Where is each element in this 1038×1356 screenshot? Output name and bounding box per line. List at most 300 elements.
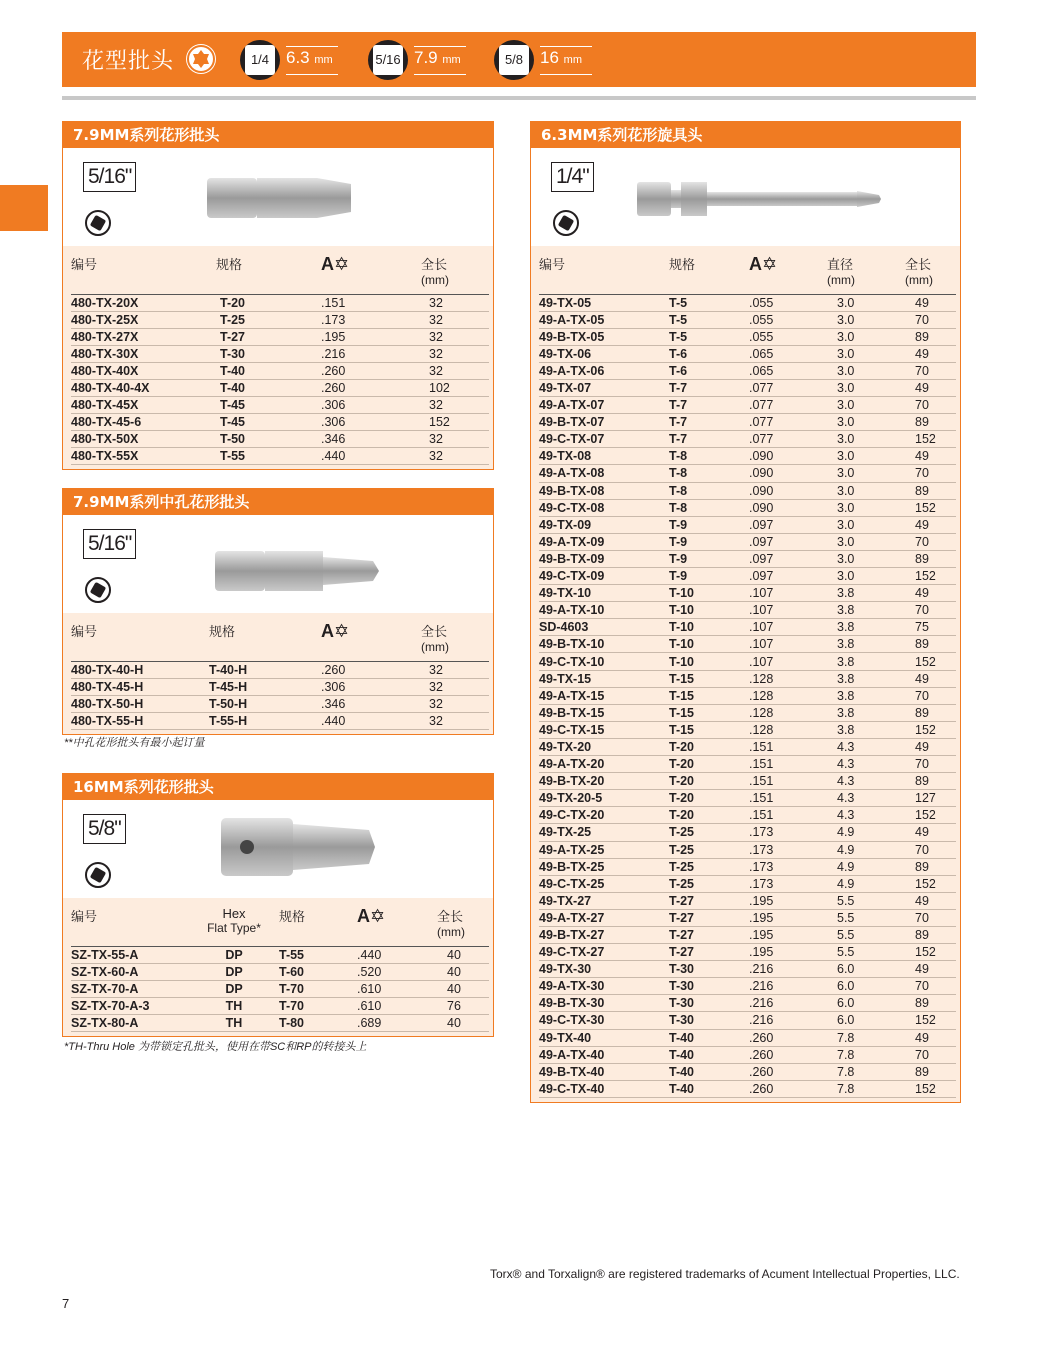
table-cell: .440: [321, 448, 421, 465]
table-row: [539, 824, 956, 841]
table-cell: 32: [421, 345, 489, 362]
table-cell: 32: [421, 712, 489, 729]
table-cell: T-40: [669, 1029, 749, 1046]
table-row: [71, 448, 489, 465]
table-cell: 127: [905, 790, 956, 807]
table-cell: T-27: [669, 944, 749, 961]
table-cell: .097: [749, 550, 827, 567]
table-row: [539, 550, 956, 567]
product-table: [71, 246, 489, 465]
side-tab: [0, 185, 48, 231]
table-row: [539, 909, 956, 926]
table-cell: T-20: [216, 294, 321, 311]
table-cell: 480-TX-40-H: [71, 661, 209, 678]
table-cell: T-30: [669, 1012, 749, 1029]
table-row: [539, 1080, 956, 1097]
table-row: [539, 499, 956, 516]
table-cell: 70: [905, 909, 956, 926]
table-cell: 89: [905, 995, 956, 1012]
table-cell: 4.9: [827, 875, 905, 892]
table-cell: 49-B-TX-07: [539, 414, 669, 431]
table-cell: 70: [905, 362, 956, 379]
table-cell: T-9: [669, 550, 749, 567]
table-cell: .216: [749, 961, 827, 978]
table-row: [71, 328, 489, 345]
table-cell: 3.0: [827, 397, 905, 414]
table-cell: 49-A-TX-05: [539, 311, 669, 328]
table-cell: T-27: [669, 926, 749, 943]
table-cell: 6.0: [827, 961, 905, 978]
table-cell: .077: [749, 431, 827, 448]
table-cell: TH: [189, 1014, 279, 1031]
table-cell: 49: [905, 892, 956, 909]
table-cell: .107: [749, 585, 827, 602]
table-row: [539, 841, 956, 858]
table-cell: 49: [905, 824, 956, 841]
table-cell: 480-TX-45X: [71, 397, 216, 414]
table-row: [539, 1063, 956, 1080]
table-cell: T-25: [669, 875, 749, 892]
table-row: [539, 602, 956, 619]
table-row: [539, 379, 956, 396]
table-cell: T-50-H: [209, 695, 321, 712]
table-cell: SZ-TX-70-A-3: [71, 997, 189, 1014]
torx-bit-image: [205, 174, 355, 222]
table-cell: 6.0: [827, 995, 905, 1012]
table-cell: T-5: [669, 311, 749, 328]
table-cell: 49-C-TX-09: [539, 568, 669, 585]
table-cell: 49-C-TX-10: [539, 653, 669, 670]
table-cell: 480-TX-20X: [71, 294, 216, 311]
table-cell: .260: [749, 1029, 827, 1046]
table-cell: .195: [749, 926, 827, 943]
table-cell: 3.0: [827, 311, 905, 328]
table-cell: 3.8: [827, 636, 905, 653]
table-cell: 89: [905, 858, 956, 875]
table-cell: 3.0: [827, 550, 905, 567]
table-row: [539, 311, 956, 328]
table-cell: 49-TX-27: [539, 892, 669, 909]
torx-size-icon: A✡: [321, 621, 350, 641]
table-cell: 152: [421, 414, 489, 431]
table-cell: SZ-TX-55-A: [71, 946, 189, 963]
table-row: [539, 995, 956, 1012]
table-cell: 152: [905, 944, 956, 961]
table-cell: 70: [905, 1046, 956, 1063]
table-row: [539, 482, 956, 499]
table-row: [71, 963, 489, 980]
table-cell: T-25: [669, 841, 749, 858]
table-cell: .107: [749, 619, 827, 636]
table-cell: TH: [189, 997, 279, 1014]
table-cell: 49-TX-20-5: [539, 790, 669, 807]
table-cell: T-15: [669, 704, 749, 721]
table-cell: 49-B-TX-10: [539, 636, 669, 653]
table-cell: 49-C-TX-15: [539, 721, 669, 738]
table-row: [539, 1012, 956, 1029]
table-row: [539, 738, 956, 755]
table-cell: 480-TX-40-4X: [71, 379, 216, 396]
torx-icon: [85, 210, 111, 236]
column-header-length: 全长 (mm): [421, 613, 489, 661]
table-cell: DP: [189, 980, 279, 997]
table-cell: 49: [905, 516, 956, 533]
column-header-spec: 规格: [669, 246, 749, 294]
page-number: 7: [62, 1296, 70, 1311]
column-header-code: 编号: [71, 246, 216, 294]
table-body: [71, 946, 489, 1031]
table-cell: 7.8: [827, 1080, 905, 1097]
product-table: [71, 898, 489, 1032]
table-cell: .195: [749, 909, 827, 926]
panel-title: 6.3MM系列花形旋具头: [531, 122, 960, 148]
table-cell: .173: [749, 858, 827, 875]
table-row: [539, 670, 956, 687]
table-cell: T-30: [669, 961, 749, 978]
table-cell: 49-A-TX-40: [539, 1046, 669, 1063]
table-row: [71, 345, 489, 362]
table-cell: 4.3: [827, 807, 905, 824]
table-cell: T-7: [669, 397, 749, 414]
table-cell: T-15: [669, 670, 749, 687]
table-cell: .610: [357, 980, 437, 997]
table-row: [539, 533, 956, 550]
table-cell: T-40: [216, 362, 321, 379]
table-cell: T-20: [669, 756, 749, 773]
table-cell: 3.8: [827, 687, 905, 704]
table-cell: T-10: [669, 619, 749, 636]
table-cell: T-7: [669, 414, 749, 431]
column-header-tip-icon: [321, 613, 421, 661]
table-row: [539, 414, 956, 431]
table-cell: T-40: [669, 1063, 749, 1080]
table-cell: 70: [905, 397, 956, 414]
panel-title: 7.9MM系列中孔花形批头: [63, 489, 493, 515]
table-cell: T-10: [669, 585, 749, 602]
table-cell: .151: [749, 773, 827, 790]
table-cell: 152: [905, 568, 956, 585]
column-header-spec: 规格: [216, 246, 321, 294]
table-cell: 49-TX-25: [539, 824, 669, 841]
table-row: [539, 568, 956, 585]
table-cell: 49-C-TX-25: [539, 875, 669, 892]
table-cell: 32: [421, 661, 489, 678]
hollow-torx-bit-image: [213, 549, 383, 593]
table-cell: .440: [321, 712, 421, 729]
table-row: [71, 997, 489, 1014]
torx-size-icon: A✡: [321, 254, 350, 274]
table-cell: T-40: [669, 1046, 749, 1063]
table-cell: .260: [749, 1080, 827, 1097]
hex-size-icon: 5/8: [494, 40, 534, 80]
table-cell: 49-A-TX-27: [539, 909, 669, 926]
torx-icon: [186, 44, 216, 74]
table-cell: T-20: [669, 790, 749, 807]
trademark-note: Torx® and Torxalign® are registered trademarks of Acument Intellectual Properties, LLC.: [490, 1267, 960, 1281]
column-header-diameter: 直径 (mm): [827, 246, 905, 294]
table-cell: .055: [749, 328, 827, 345]
table-cell: 152: [905, 1080, 956, 1097]
size-label: 5/16": [83, 529, 136, 559]
table-cell: 3.0: [827, 533, 905, 550]
table-cell: .151: [749, 807, 827, 824]
table-cell: 32: [421, 328, 489, 345]
table-cell: .260: [749, 1046, 827, 1063]
table-cell: .346: [321, 695, 421, 712]
table-cell: 70: [905, 465, 956, 482]
table-body: [71, 661, 489, 729]
table-row: [539, 619, 956, 636]
table-cell: T-40: [216, 379, 321, 396]
column-header-code: 编号: [71, 613, 209, 661]
table-cell: 70: [905, 533, 956, 550]
table-cell: 49: [905, 379, 956, 396]
header-rule: [62, 96, 976, 100]
table-cell: 70: [905, 687, 956, 704]
torx-bit-16mm-image: [219, 814, 379, 880]
table-cell: T-7: [669, 431, 749, 448]
table-cell: .107: [749, 602, 827, 619]
table-cell: 3.0: [827, 345, 905, 362]
table-cell: 49-A-TX-15: [539, 687, 669, 704]
table-cell: 4.3: [827, 738, 905, 755]
column-header-hex-type: Hex Flat Type*: [189, 898, 279, 946]
table-cell: 49-A-TX-09: [539, 533, 669, 550]
table-cell: .195: [749, 892, 827, 909]
table-cell: 32: [421, 397, 489, 414]
table-cell: 49-TX-07: [539, 379, 669, 396]
table-cell: .128: [749, 704, 827, 721]
table-cell: T-30: [216, 345, 321, 362]
table-cell: 3.0: [827, 414, 905, 431]
table-cell: 49-TX-30: [539, 961, 669, 978]
table-cell: T-8: [669, 499, 749, 516]
size-mm-label: 6.3 mm: [286, 48, 333, 67]
table-cell: 480-TX-27X: [71, 328, 216, 345]
table-cell: T-5: [669, 328, 749, 345]
table-cell: 76: [437, 997, 489, 1014]
table-cell: 49-TX-09: [539, 516, 669, 533]
table-cell: T-45: [216, 414, 321, 431]
dimension-line: [540, 46, 592, 47]
table-row: [539, 721, 956, 738]
table-cell: T-10: [669, 653, 749, 670]
table-cell: 75: [905, 619, 956, 636]
table-cell: 49-C-TX-07: [539, 431, 669, 448]
product-table: [539, 246, 956, 1098]
table-row: [539, 431, 956, 448]
size-label: 5/16": [83, 162, 136, 192]
table-cell: 49-B-TX-05: [539, 328, 669, 345]
table-cell: T-9: [669, 568, 749, 585]
table-cell: 49-TX-40: [539, 1029, 669, 1046]
table-cell: T-27: [669, 909, 749, 926]
table-cell: 3.0: [827, 362, 905, 379]
dimension-line: [414, 46, 466, 47]
table-cell: T-55: [279, 946, 357, 963]
table-cell: 49-C-TX-30: [539, 1012, 669, 1029]
table-cell: 49-A-TX-08: [539, 465, 669, 482]
table-cell: 49-A-TX-06: [539, 362, 669, 379]
table-cell: 49-C-TX-27: [539, 944, 669, 961]
table-cell: 3.8: [827, 721, 905, 738]
table-cell: 480-TX-50-H: [71, 695, 209, 712]
table-cell: T-27: [216, 328, 321, 345]
table-cell: DP: [189, 963, 279, 980]
table-row: [539, 978, 956, 995]
table-cell: 480-TX-45-6: [71, 414, 216, 431]
panel-16mm-torx-bits: [62, 773, 494, 1037]
table-cell: 32: [421, 362, 489, 379]
dimension-line: [286, 74, 338, 75]
table-cell: .097: [749, 516, 827, 533]
table-cell: T-5: [669, 294, 749, 311]
table-cell: 49-B-TX-09: [539, 550, 669, 567]
table-row: [539, 875, 956, 892]
table-cell: 89: [905, 926, 956, 943]
table-cell: 49: [905, 1029, 956, 1046]
hex-size-icon: 1/4: [240, 40, 280, 80]
column-header-tip-icon: [321, 246, 421, 294]
table-cell: T-20: [669, 807, 749, 824]
table-cell: T-15: [669, 721, 749, 738]
dimension-line: [286, 46, 338, 47]
table-cell: 152: [905, 653, 956, 670]
column-header-code: 编号: [71, 898, 189, 946]
table-cell: 49: [905, 961, 956, 978]
table-cell: T-30: [669, 978, 749, 995]
table-cell: 49: [905, 345, 956, 362]
table-cell: .090: [749, 499, 827, 516]
dimension-line: [540, 74, 592, 75]
table-cell: T-60: [279, 963, 357, 980]
table-cell: .151: [321, 294, 421, 311]
table-cell: 49-A-TX-10: [539, 602, 669, 619]
table-cell: .077: [749, 414, 827, 431]
table-area: [531, 246, 960, 1102]
table-row: [71, 695, 489, 712]
table-cell: 89: [905, 704, 956, 721]
table-row: [539, 944, 956, 961]
size-mm-label: 7.9 mm: [414, 48, 461, 67]
table-row: [539, 1029, 956, 1046]
table-cell: T-45-H: [209, 678, 321, 695]
column-header-length: 全长 (mm): [421, 246, 489, 294]
table-cell: 49-TX-15: [539, 670, 669, 687]
table-cell: 3.8: [827, 585, 905, 602]
table-cell: T-8: [669, 482, 749, 499]
table-cell: 32: [421, 678, 489, 695]
table-cell: 32: [421, 294, 489, 311]
table-cell: .216: [321, 345, 421, 362]
table-row: [539, 516, 956, 533]
table-cell: 49-B-TX-27: [539, 926, 669, 943]
table-row: [539, 328, 956, 345]
size-label: 5/8": [83, 814, 126, 844]
table-cell: 480-TX-55X: [71, 448, 216, 465]
table-cell: 70: [905, 978, 956, 995]
table-cell: T-30: [669, 995, 749, 1012]
table-cell: 152: [905, 807, 956, 824]
product-image-area: [63, 515, 493, 613]
table-row: [71, 414, 489, 431]
table-cell: 40: [437, 963, 489, 980]
table-cell: SZ-TX-70-A: [71, 980, 189, 997]
table-cell: T-10: [669, 636, 749, 653]
torx-icon: [85, 862, 111, 888]
table-cell: 49-B-TX-40: [539, 1063, 669, 1080]
product-image-area: [63, 148, 493, 246]
panel-79mm-torx-bits: [62, 121, 494, 470]
table-body: [71, 294, 489, 465]
dimension-line: [414, 74, 466, 75]
table-cell: .151: [749, 756, 827, 773]
table-row: [539, 773, 956, 790]
table-cell: T-7: [669, 379, 749, 396]
table-cell: .090: [749, 482, 827, 499]
table-cell: 49-A-TX-20: [539, 756, 669, 773]
footnote-hollow: **中孔花形批头有最小起订量: [64, 737, 205, 749]
panel-63mm-torx-power-bits: [530, 121, 961, 1103]
table-cell: 49-A-TX-25: [539, 841, 669, 858]
table-row: [539, 790, 956, 807]
table-row: [71, 397, 489, 414]
table-cell: .520: [357, 963, 437, 980]
table-cell: .260: [321, 362, 421, 379]
page-title: 花型批头: [82, 49, 175, 74]
table-cell: 49: [905, 585, 956, 602]
table-cell: 3.8: [827, 653, 905, 670]
table-cell: .195: [321, 328, 421, 345]
table-row: [71, 946, 489, 963]
table-cell: 3.0: [827, 328, 905, 345]
table-cell: 7.8: [827, 1046, 905, 1063]
table-cell: T-27: [669, 892, 749, 909]
table-cell: 7.8: [827, 1063, 905, 1080]
table-row: [539, 294, 956, 311]
table-cell: T-20: [669, 773, 749, 790]
table-cell: T-25: [216, 311, 321, 328]
table-cell: 480-TX-25X: [71, 311, 216, 328]
table-cell: T-50: [216, 431, 321, 448]
torx-size-icon: A✡: [357, 906, 386, 926]
table-row: [539, 585, 956, 602]
table-cell: T-55: [216, 448, 321, 465]
table-cell: 49-B-TX-20: [539, 773, 669, 790]
table-cell: .306: [321, 397, 421, 414]
table-cell: 70: [905, 756, 956, 773]
table-row: [71, 980, 489, 997]
table-cell: 49: [905, 294, 956, 311]
table-cell: .173: [749, 841, 827, 858]
panel-title: 16MM系列花形批头: [63, 774, 493, 800]
table-cell: .090: [749, 465, 827, 482]
table-cell: 89: [905, 636, 956, 653]
table-cell: DP: [189, 946, 279, 963]
table-cell: 49-C-TX-40: [539, 1080, 669, 1097]
table-cell: 3.0: [827, 568, 905, 585]
table-row: [539, 687, 956, 704]
column-header-spec: 规格: [279, 898, 357, 946]
table-cell: 4.9: [827, 858, 905, 875]
table-cell: 152: [905, 499, 956, 516]
table-row: [71, 1014, 489, 1031]
table-cell: T-40: [669, 1080, 749, 1097]
table-row: [71, 362, 489, 379]
table-row: [539, 858, 956, 875]
table-cell: 4.3: [827, 790, 905, 807]
table-cell: T-70: [279, 997, 357, 1014]
